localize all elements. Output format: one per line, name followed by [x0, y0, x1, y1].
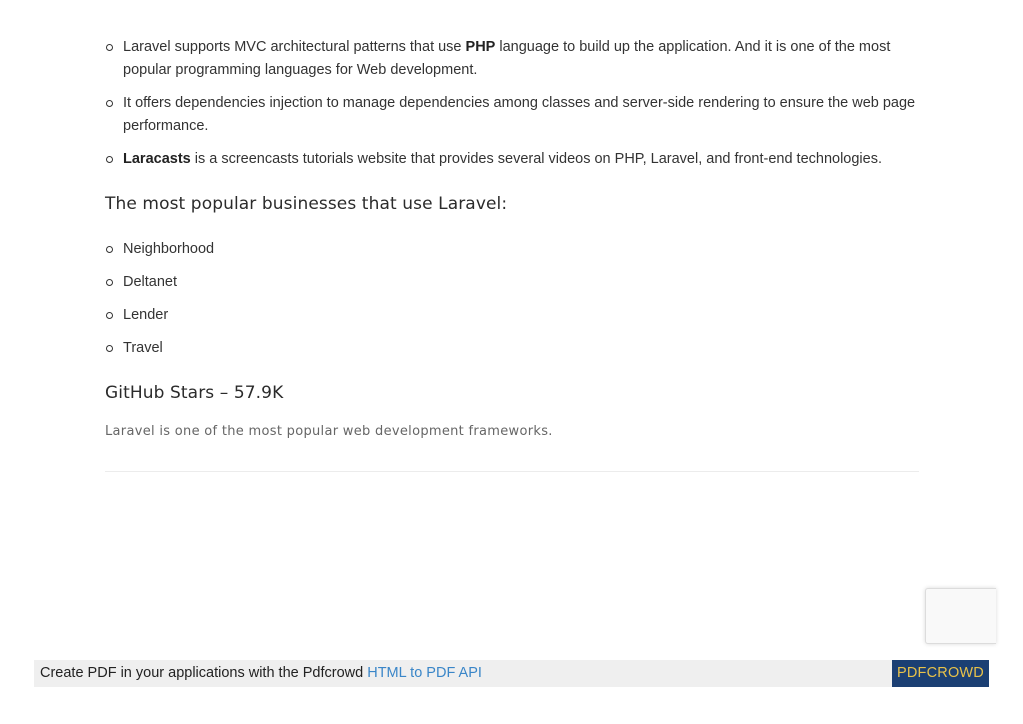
- footer-label: Create PDF in your applications with the Pdfcrowd: [40, 665, 368, 681]
- feature-text: is a screencasts tutorials website that provides several videos on PHP, Laravel, and front-end technologies.: [190, 151, 882, 167]
- github-stars-heading: GitHub Stars – 57.9K: [105, 383, 284, 403]
- divider: [105, 471, 919, 472]
- list-item: Lender: [105, 304, 214, 327]
- list-item: [105, 92, 919, 138]
- feature-text: It offers dependencies injection to manage dependencies among classes and server-side rendering to ensure the web page performance.: [123, 95, 916, 134]
- recaptcha-badge[interactable]: [925, 588, 996, 644]
- list-item: Deltanet: [105, 271, 214, 294]
- list-item: [105, 148, 919, 171]
- feature-list: [105, 36, 919, 181]
- businesses-list: [105, 238, 214, 370]
- footer-text: [40, 665, 482, 681]
- list-item: Travel: [105, 337, 214, 360]
- pdfcrowd-logo-button[interactable]: PDFCROWD: [892, 660, 989, 687]
- businesses-heading: The most popular businesses that use Laravel:: [105, 194, 508, 214]
- stars-description: Laravel is one of the most popular web development frameworks.: [105, 424, 553, 439]
- feature-bold: Laracasts: [123, 151, 191, 167]
- list-item: Neighborhood: [105, 238, 214, 261]
- feature-text: Laravel supports MVC architectural patterns that use: [123, 39, 466, 55]
- pdf-footer-bar: [34, 660, 989, 687]
- html-to-pdf-link[interactable]: HTML to PDF API: [367, 665, 482, 681]
- feature-bold: PHP: [465, 39, 496, 55]
- list-item: [105, 36, 919, 82]
- feature-text: language to build up the application. And it is one of the most popular programming languages for Web development.: [123, 39, 891, 78]
